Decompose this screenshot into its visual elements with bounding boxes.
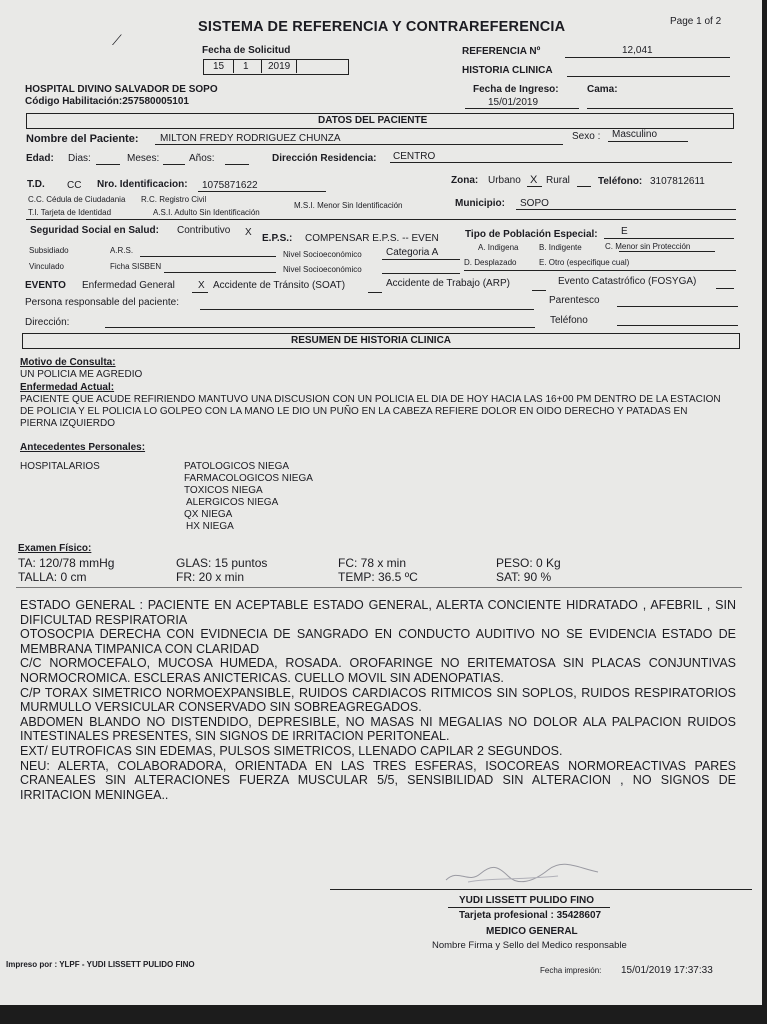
exam-paragraph: ESTADO GENERAL : PACIENTE EN ACEPTABLE ESTADO GENERAL, ALERTA CONCIENTE HIDRATADO , AFEBRIL , SIN DIFICULTAD RESPIRATORIA — [20, 598, 736, 627]
divider — [382, 259, 460, 260]
divider — [163, 164, 185, 165]
hospital-name: HOSPITAL DIVINO SALVADOR DE SOPO — [25, 84, 218, 95]
divider — [140, 256, 276, 257]
contributivo-mark: X — [245, 227, 252, 238]
evento-label: EVENTO — [25, 280, 66, 291]
rc-legend: R.C. Registro Civil — [141, 195, 207, 204]
referencia-label: REFERENCIA Nº — [462, 46, 541, 57]
form-title: SISTEMA DE REFERENCIA Y CONTRAREFERENCIA — [198, 19, 566, 35]
antecedentes-label: Antecedentes Personales: — [20, 442, 146, 453]
zona-urbano: Urbano — [488, 175, 521, 186]
impreso-por: Impreso por : YLPF - YUDI LISSETT PULIDO FINO — [6, 960, 195, 969]
accidente-trabajo-option: Accidente de Trabajo (ARP) — [386, 278, 510, 289]
medico-cargo: MEDICO GENERAL — [486, 926, 578, 937]
anios-label: Años: — [189, 153, 215, 164]
antecedente-item: ALERGICOS NIEGA — [186, 497, 279, 508]
telefono-value: 3107812611 — [650, 176, 705, 187]
divider — [516, 209, 736, 210]
medico-nombre: YUDI LISSETT PULIDO FINO — [459, 895, 595, 906]
nombre-label: Nombre del Paciente: — [26, 133, 139, 145]
zona-rural: Rural — [546, 175, 570, 186]
td-label: T.D. — [27, 179, 45, 190]
nombre-value: MILTON FREDY RODRIGUEZ CHUNZA — [160, 133, 341, 144]
exam-paragraph: OTOSOCPIA DERECHA CON EVIDNECIA DE SANGRADO EN CONDUCTO AUDITIVO NO SE EVIDENCIA ESTADO DE MEMBRANA TIMPANICA CON CLARIDAD — [20, 627, 736, 656]
antecedente-item: FARMACOLOGICOS NIEGA — [184, 473, 313, 484]
indigena-option: A. Indigena — [478, 243, 519, 252]
telefono2-label: Teléfono — [550, 315, 588, 326]
codigo-habilitacion: Código Habilitación:257580005101 — [25, 96, 189, 107]
municipio-value: SOPO — [520, 198, 549, 209]
eps-label: E.P.S.: — [262, 233, 293, 244]
antecedente-item: HX NIEGA — [186, 521, 234, 532]
direccion-residencia-value: CENTRO — [393, 151, 436, 162]
fecha-mes: 1 — [243, 61, 249, 72]
sexo-value: Masculino — [612, 129, 658, 140]
signature-line — [330, 889, 752, 890]
cama-label: Cama: — [587, 84, 618, 95]
zona-label: Zona: — [451, 175, 479, 186]
ars-label: A.R.S. — [110, 246, 134, 255]
hospitalarios-label: HOSPITALARIOS — [20, 461, 100, 472]
divider — [716, 288, 734, 289]
divider — [464, 270, 736, 271]
divider — [465, 108, 579, 109]
firma-leyenda: Nombre Firma y Sello del Medico responsable — [432, 940, 627, 951]
seguridad-label: Seguridad Social en Salud: — [30, 225, 159, 236]
motivo-label: Motivo de Consulta: — [20, 357, 116, 368]
divider — [225, 164, 249, 165]
enfermedad-general-option: Enfermedad General — [82, 280, 175, 291]
datos-section-title: DATOS DEL PACIENTE — [318, 115, 428, 126]
divider — [105, 327, 535, 328]
examen-descripcion — [20, 598, 736, 802]
vital-peso: PESO: 0 Kg — [496, 556, 561, 570]
evento-mark: X — [198, 280, 205, 291]
pen-mark: ⟋ — [112, 32, 122, 48]
divider — [532, 290, 546, 291]
fecha-ingreso-label: Fecha de Ingreso: — [473, 84, 559, 95]
nivel-socio-1: Nivel Socioeconómico — [283, 250, 362, 259]
divider — [619, 251, 715, 252]
direccion-label: Dirección: — [25, 317, 70, 328]
tarjeta-profesional: Tarjeta profesional : 35428607 — [459, 910, 602, 921]
enfermedad-value: PACIENTE QUE ACUDE REFIRIENDO MANTUVO UNA DISCUSION CON UN POLICIA EL DIA DE HOY HACIA LAS 16+00 PM DENTRO DE LA ESTACION DE POLICIA Y EL POLICIA LO GOLPEO CON LA MANO LE DIO UN PUÑO EN LA CABEZA REFIERE DOLOR EN OIDO DERECHO Y PATADAS EN PIERNA IZQUIERDO — [20, 394, 721, 429]
accidente-transito-option: Accidente de Tránsito (SOAT) — [213, 280, 346, 291]
divider — [390, 162, 732, 163]
td-value: CC — [67, 180, 82, 191]
antecedente-item: PATOLOGICOS NIEGA — [184, 461, 290, 472]
evento-catastrofico-option: Evento Catastrófico (FOSYGA) — [558, 276, 697, 287]
divider — [608, 141, 688, 142]
vital-sat: SAT: 90 % — [496, 570, 552, 584]
divider — [233, 59, 234, 73]
vital-glas: GLAS: 15 puntos — [176, 556, 268, 570]
tipo-poblacion-value: E — [621, 226, 628, 237]
exam-paragraph: EXT/ EUTROFICAS SIN EDEMAS, PULSOS SIMETRICOS, LLENADO CAPILAR 2 SEGUNDOS. — [20, 743, 563, 758]
direccion-residencia-label: Dirección Residencia: — [272, 153, 377, 164]
exam-paragraph: C/P TORAX SIMETRICO NORMOEXPANSIBLE, RUIDOS CARDIACOS RITMICOS SIN SOPLOS, RUIDOS RESPIRATORIOS MURMULLO VERSICULAR CONSERVADO SIN SOBREAGREGADOS. — [20, 685, 736, 715]
divider — [617, 325, 738, 326]
divider — [565, 57, 730, 58]
divider — [155, 144, 563, 145]
signature-scribble — [438, 858, 608, 888]
divider — [192, 292, 208, 293]
antecedente-item: QX NIEGA — [184, 509, 233, 520]
vital-fc: FC: 78 x min — [338, 556, 407, 570]
vital-talla: TALLA: 0 cm — [18, 570, 87, 584]
divider — [164, 272, 276, 273]
divider — [604, 238, 734, 239]
subsidiado-label: Subsidiado — [29, 246, 69, 255]
fecha-solicitud-label: Fecha de Solicitud — [202, 45, 291, 56]
fecha-dia: 15 — [213, 61, 225, 72]
antecedente-item: TOXICOS NIEGA — [184, 485, 263, 496]
municipio-label: Municipio: — [455, 198, 505, 209]
ficha-sisben-label: Ficha SISBEN — [110, 262, 162, 271]
motivo-value: UN POLICIA ME AGREDIO — [20, 369, 143, 380]
divider — [527, 186, 542, 187]
exam-paragraph: C/C NORMOCEFALO, MUCOSA HUMEDA, ROSADA. OROFARINGE NO ERITEMATOSA SIN PLACAS CONJUNTIVAS NORMOCROMICA. ESCLERAS ANICTERICAS. CUELLO MOVIL SIN ADENOPATIAS. — [20, 656, 736, 685]
page-indicator: Page 1 of 2 — [670, 16, 722, 27]
divider — [16, 587, 742, 588]
menor-option: C. Menor sin Protección — [605, 242, 691, 251]
divider — [26, 219, 736, 220]
zona-mark: X — [530, 174, 538, 186]
edad-label: Edad: — [26, 153, 54, 164]
examen-label: Examen Físico: — [18, 543, 92, 554]
fecha-anio: 2019 — [268, 61, 291, 72]
divider — [296, 59, 297, 73]
divider — [382, 273, 460, 274]
msi-legend: M.S.I. Menor Sin Identificación — [294, 201, 403, 210]
divider — [96, 164, 120, 165]
divider — [577, 186, 591, 187]
parentesco-label: Parentesco — [549, 295, 600, 306]
exam-paragraph: NEU: ALERTA, COLABORADORA, ORIENTADA EN LAS TRES ESFERAS, ISOCOREAS NORMOREACTIVAS PARES CRANEALES SIN ALTERACIONES FUERZA MUSCULAR 5/5, SENSIBILIDAD SIN ALTERACION , NO SIGNOS DE IRRITACION MENINGEA.. — [20, 758, 736, 802]
divider — [368, 292, 382, 293]
fecha-ingreso-value: 15/01/2019 — [488, 97, 539, 108]
dias-label: Dias: — [68, 153, 91, 164]
divider — [261, 59, 262, 73]
referencia-value: 12,041 — [622, 45, 653, 56]
vinculado-label: Vinculado — [29, 262, 64, 271]
resumen-section-title: RESUMEN DE HISTORIA CLINICA — [291, 335, 452, 346]
divider — [587, 108, 733, 109]
asi-legend: A.S.I. Adulto Sin Identificación — [153, 208, 260, 217]
enfermedad-label: Enfermedad Actual: — [20, 382, 115, 393]
vital-temp: TEMP: 36.5 ºC — [338, 570, 418, 584]
eps-value: COMPENSAR E.P.S. -- EVEN — [305, 233, 439, 244]
cc-legend: C.C. Cédula de Ciudadania — [28, 195, 126, 204]
fecha-impresion-value: 15/01/2019 17:37:33 — [621, 965, 713, 976]
responsable-label: Persona responsable del paciente: — [25, 297, 179, 308]
contributivo-label: Contributivo — [177, 225, 231, 236]
otro-option: E. Otro (especifique cual) — [539, 258, 630, 267]
historia-label: HISTORIA CLINICA — [462, 65, 553, 76]
divider — [617, 306, 738, 307]
vital-ta: TA: 120/78 mmHg — [18, 556, 115, 570]
telefono-label: Teléfono: — [598, 176, 643, 187]
divider — [448, 907, 610, 908]
identificacion-value: 1075871622 — [202, 180, 258, 191]
vital-fr: FR: 20 x min — [176, 570, 245, 584]
divider — [198, 191, 326, 192]
sexo-label: Sexo : — [572, 131, 601, 142]
meses-label: Meses: — [127, 153, 160, 164]
ti-legend: T.I. Tarjeta de Identidad — [28, 208, 112, 217]
tipo-poblacion-label: Tipo de Población Especial: — [465, 229, 598, 240]
desplazado-option: D. Desplazado — [464, 258, 517, 267]
exam-paragraph: ABDOMEN BLANDO NO DISTENDIDO, DEPRESIBLE, NO MASAS NI MEGALIAS NO DOLOR ALA PALPACION RUIDOS INTESTINALES PRESENTES, SIN SIGNOS DE IRRITACION PERITONEAL. — [20, 714, 736, 744]
divider — [567, 76, 730, 77]
categoria-value: Categoria A — [386, 247, 439, 258]
fecha-impresion-label: Fecha impresión: — [540, 966, 602, 975]
divider — [200, 309, 534, 310]
nivel-socio-2: Nivel Socioeconómico — [283, 265, 362, 274]
identificacion-label: Nro. Identificacion: — [97, 179, 188, 190]
indigente-option: B. Indigente — [539, 243, 582, 252]
